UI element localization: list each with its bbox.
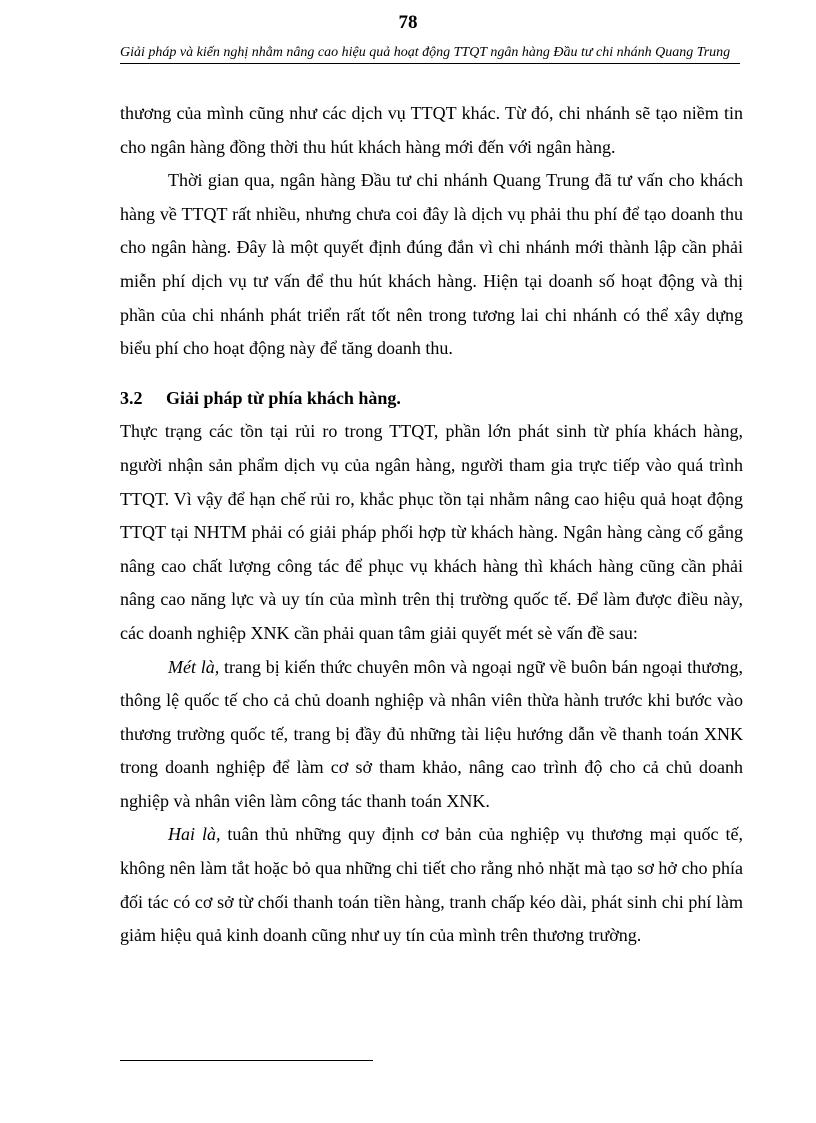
- paragraph-continuation: thương của mình cũng như các dịch vụ TTQT khác. Từ đó, chi nhánh sẽ tạo niềm tin cho ngân hàng đồng thời thu hút khách hàng mới đến với ngân hàng.: [120, 103, 743, 157]
- page-number: 78: [398, 12, 418, 33]
- section-number: 3.2: [120, 387, 143, 408]
- section-title: Giải pháp từ phía khách hàng.: [166, 387, 401, 408]
- footnote-separator: [120, 1060, 373, 1061]
- first-solution-text: trang bị kiến thức chuyên môn và ngoại ngữ về buôn bán ngoại thương, thông lệ quốc tế cho cả chủ doanh nghiệp và nhân viên thừa hành trước khi bước vào thương trường quốc tế, trang bị đầy đủ những tài liệu hướng dẫn về thanh toán XNK trong doanh nghiệp để làm cơ sở tham khảo, nâng cao trình độ cho cả chủ doanh nghiệp và nhân viên làm công tác thanh toán XNK.: [120, 656, 743, 811]
- paragraph-customer-risks: Thực trạng các tồn tại rủi ro trong TTQT, phần lớn phát sinh từ phía khách hàng, người nhận sản phẩm dịch vụ của ngân hàng, người tham gia trực tiếp vào quá trình TTQT. Vì vậy để hạn chế rủi ro, khắc phục tồn tại nhằm nâng cao hiệu quả hoạt động TTQT tại NHTM phải có giải pháp phối hợp từ khách hàng. Ngân hàng càng cố gắng nâng cao chất lượng công tác để phục vụ khách hàng thì khách hàng cũng cần phải nâng cao năng lực và uy tín của mình trên thị trường quốc tế. Để làm được điều này, các doanh nghiệp XNK cần phải quan tâm giải quyết mét sè vấn đề sau:: [120, 421, 743, 643]
- section-heading: [120, 382, 743, 416]
- second-solution-lead: Hai là,: [168, 824, 221, 845]
- paragraph-consulting-fee: Thời gian qua, ngân hàng Đầu tư chi nhánh Quang Trung đã tư vấn cho khách hàng về TTQT rất nhiều, nhưng chưa coi đây là dịch vụ phải thu phí để tạo doanh thu cho ngân hàng. Đây là một quyết định đúng đắn vì chi nhánh mới thành lập cần phải miễn phí dịch vụ tư vấn để thu hút khách hàng. Hiện tại doanh số hoạt động và thị phần của chi nhánh phát triển rất tốt nên trong tương lai chi nhánh có thể xây dựng biểu phí cho hoạt động này để tăng doanh thu.: [120, 170, 743, 359]
- first-solution-lead: Mét là,: [168, 656, 220, 677]
- second-solution-text: tuân thủ những quy định cơ bản của nghiệp vụ thương mại quốc tế, không nên làm tắt hoặc bỏ qua những chi tiết cho rằng nhỏ nhặt mà tạo sơ hở cho phía đối tác có cơ sở từ chối thanh toán tiền hàng, tranh chấp kéo dài, phát sinh chi phí làm giảm hiệu quả kinh doanh cũng như uy tín của mình trên thương trường.: [120, 824, 743, 946]
- running-header: Giải pháp và kiến nghị nhằm nâng cao hiệu quả hoạt động TTQT ngân hàng Đầu tư chi nhánh Quang Trung: [120, 44, 740, 64]
- paragraph-first-solution: [120, 651, 743, 819]
- paragraph-second-solution: [120, 818, 743, 952]
- document-body: [120, 97, 743, 953]
